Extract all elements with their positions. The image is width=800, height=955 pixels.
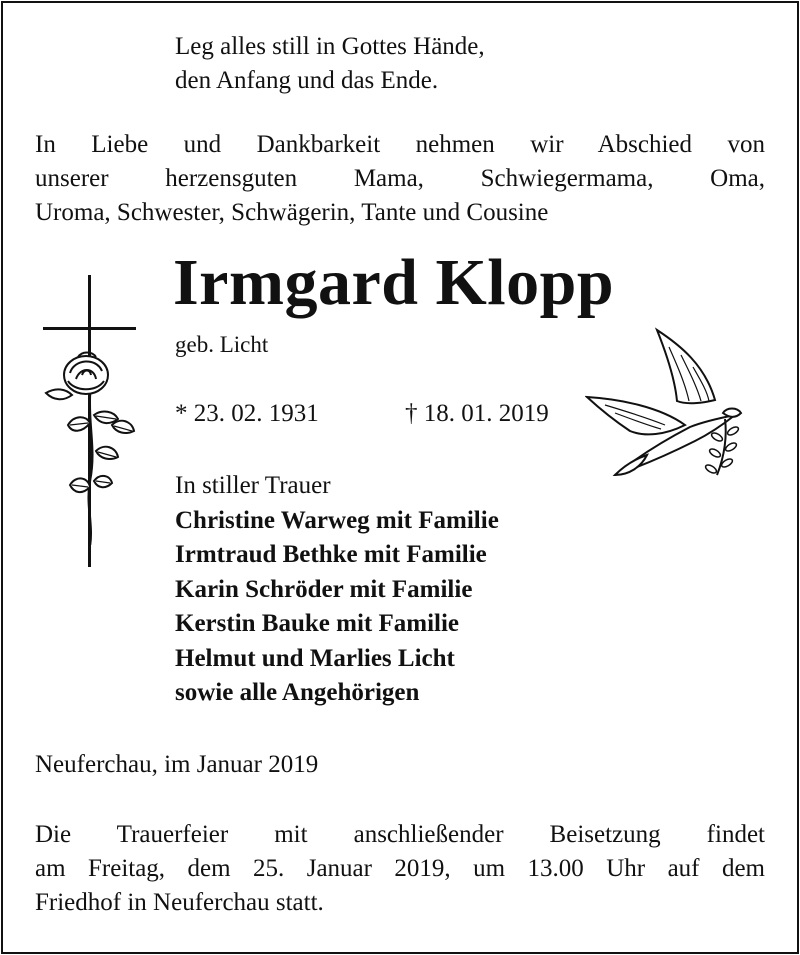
verse-line: Leg alles still in Gottes Hände, <box>175 33 485 60</box>
death-date: † 18. 01. 2019 <box>405 400 549 427</box>
intro-line: In Liebe und Dankbarkeit nehmen wir Abschied von <box>35 131 765 158</box>
maiden-name: geb. Licht <box>175 332 269 357</box>
funeral-line: am Freitag, dem 25. Januar 2019, um 13.00 Uhr auf dem <box>35 855 765 882</box>
mourner: Kerstin Bauke mit Familie <box>175 610 459 637</box>
deceased-name: Irmgard Klopp <box>173 246 615 319</box>
funeral-notice <box>35 818 765 920</box>
mourner: Irmtraud Bethke mit Familie <box>175 541 487 568</box>
funeral-line: Die Trauerfeier mit anschließender Beisetzung findet <box>35 821 765 848</box>
mourner: Karin Schröder mit Familie <box>175 575 473 603</box>
mourner: Christine Warweg mit Familie <box>175 506 499 534</box>
cross-with-rose-icon <box>38 275 143 570</box>
mourning-heading: In stiller Trauer <box>175 472 331 499</box>
intro-line: Uroma, Schwester, Schwägerin, Tante und Cousine <box>35 199 549 226</box>
funeral-line: Friedhof in Neuferchau statt. <box>35 889 324 916</box>
verse-line: den Anfang und das Ende. <box>175 67 439 94</box>
dove-with-branch-icon <box>585 325 760 485</box>
life-dates <box>175 398 549 430</box>
mourner: Helmut und Marlies Licht <box>175 644 455 672</box>
mourner: sowie alle Angehörigen <box>175 679 420 706</box>
intro-line: unserer herzensguten Mama, Schwiegermama, Oma, <box>35 165 765 192</box>
birth-date: * 23. 02. 1931 <box>175 400 319 427</box>
intro-text <box>35 128 765 230</box>
place-date: Neuferchau, im Januar 2019 <box>35 751 319 778</box>
mourners <box>175 469 499 711</box>
verse <box>175 30 485 98</box>
